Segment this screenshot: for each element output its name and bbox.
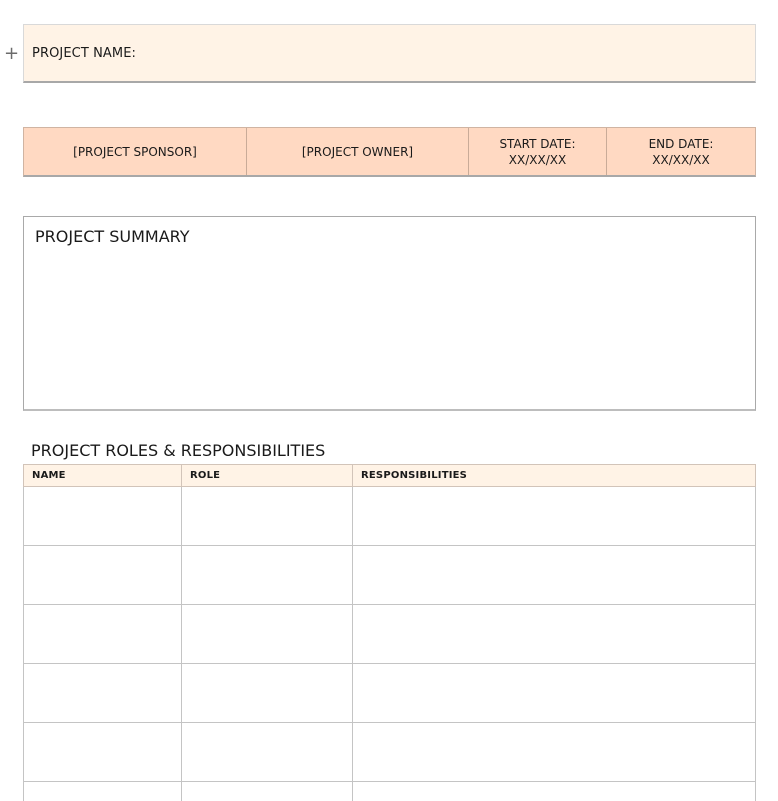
responsibilities-cell[interactable] bbox=[353, 546, 756, 605]
responsibilities-cell[interactable] bbox=[353, 782, 756, 801]
start-date-cell[interactable] bbox=[469, 128, 607, 175]
name-cell[interactable] bbox=[24, 546, 182, 605]
column-header-role: ROLE bbox=[182, 465, 353, 487]
role-cell[interactable] bbox=[182, 487, 353, 546]
start-date-value: XX/XX/XX bbox=[508, 152, 567, 167]
end-date-label: END DATE: bbox=[648, 136, 714, 151]
column-header-responsibilities: RESPONSIBILITIES bbox=[353, 465, 756, 487]
role-cell[interactable] bbox=[182, 782, 353, 801]
table-row bbox=[24, 605, 756, 664]
start-date-label: START DATE: bbox=[499, 136, 576, 151]
project-owner-text: [PROJECT OWNER] bbox=[301, 144, 414, 159]
project-sponsor-text: [PROJECT SPONSOR] bbox=[73, 144, 197, 159]
end-date-cell[interactable] bbox=[607, 128, 755, 175]
project-name-label: PROJECT NAME: bbox=[32, 46, 137, 61]
project-summary-box[interactable] bbox=[23, 216, 756, 411]
responsibilities-cell[interactable] bbox=[353, 605, 756, 664]
table-row bbox=[24, 487, 756, 546]
project-meta-row bbox=[23, 127, 756, 177]
project-sponsor-cell[interactable] bbox=[24, 128, 247, 175]
role-cell[interactable] bbox=[182, 723, 353, 782]
project-owner-cell[interactable] bbox=[247, 128, 469, 175]
column-header-name: NAME bbox=[24, 465, 182, 487]
role-cell[interactable] bbox=[182, 605, 353, 664]
responsibilities-cell[interactable] bbox=[353, 487, 756, 546]
add-block-icon[interactable]: + bbox=[4, 43, 20, 64]
project-name-block[interactable] bbox=[23, 24, 756, 83]
table-row bbox=[24, 546, 756, 605]
table-row bbox=[24, 723, 756, 782]
roles-section-title: PROJECT ROLES & RESPONSIBILITIES bbox=[31, 441, 326, 460]
name-cell[interactable] bbox=[24, 605, 182, 664]
name-cell[interactable] bbox=[24, 782, 182, 801]
table-row bbox=[24, 782, 756, 801]
end-date-value: XX/XX/XX bbox=[652, 152, 710, 167]
roles-table bbox=[23, 464, 756, 801]
name-cell[interactable] bbox=[24, 664, 182, 723]
responsibilities-cell[interactable] bbox=[353, 723, 756, 782]
role-cell[interactable] bbox=[182, 546, 353, 605]
roles-table-header-row bbox=[24, 465, 756, 487]
name-cell[interactable] bbox=[24, 723, 182, 782]
project-summary-title: PROJECT SUMMARY bbox=[35, 227, 190, 246]
role-cell[interactable] bbox=[182, 664, 353, 723]
name-cell[interactable] bbox=[24, 487, 182, 546]
table-row bbox=[24, 664, 756, 723]
responsibilities-cell[interactable] bbox=[353, 664, 756, 723]
